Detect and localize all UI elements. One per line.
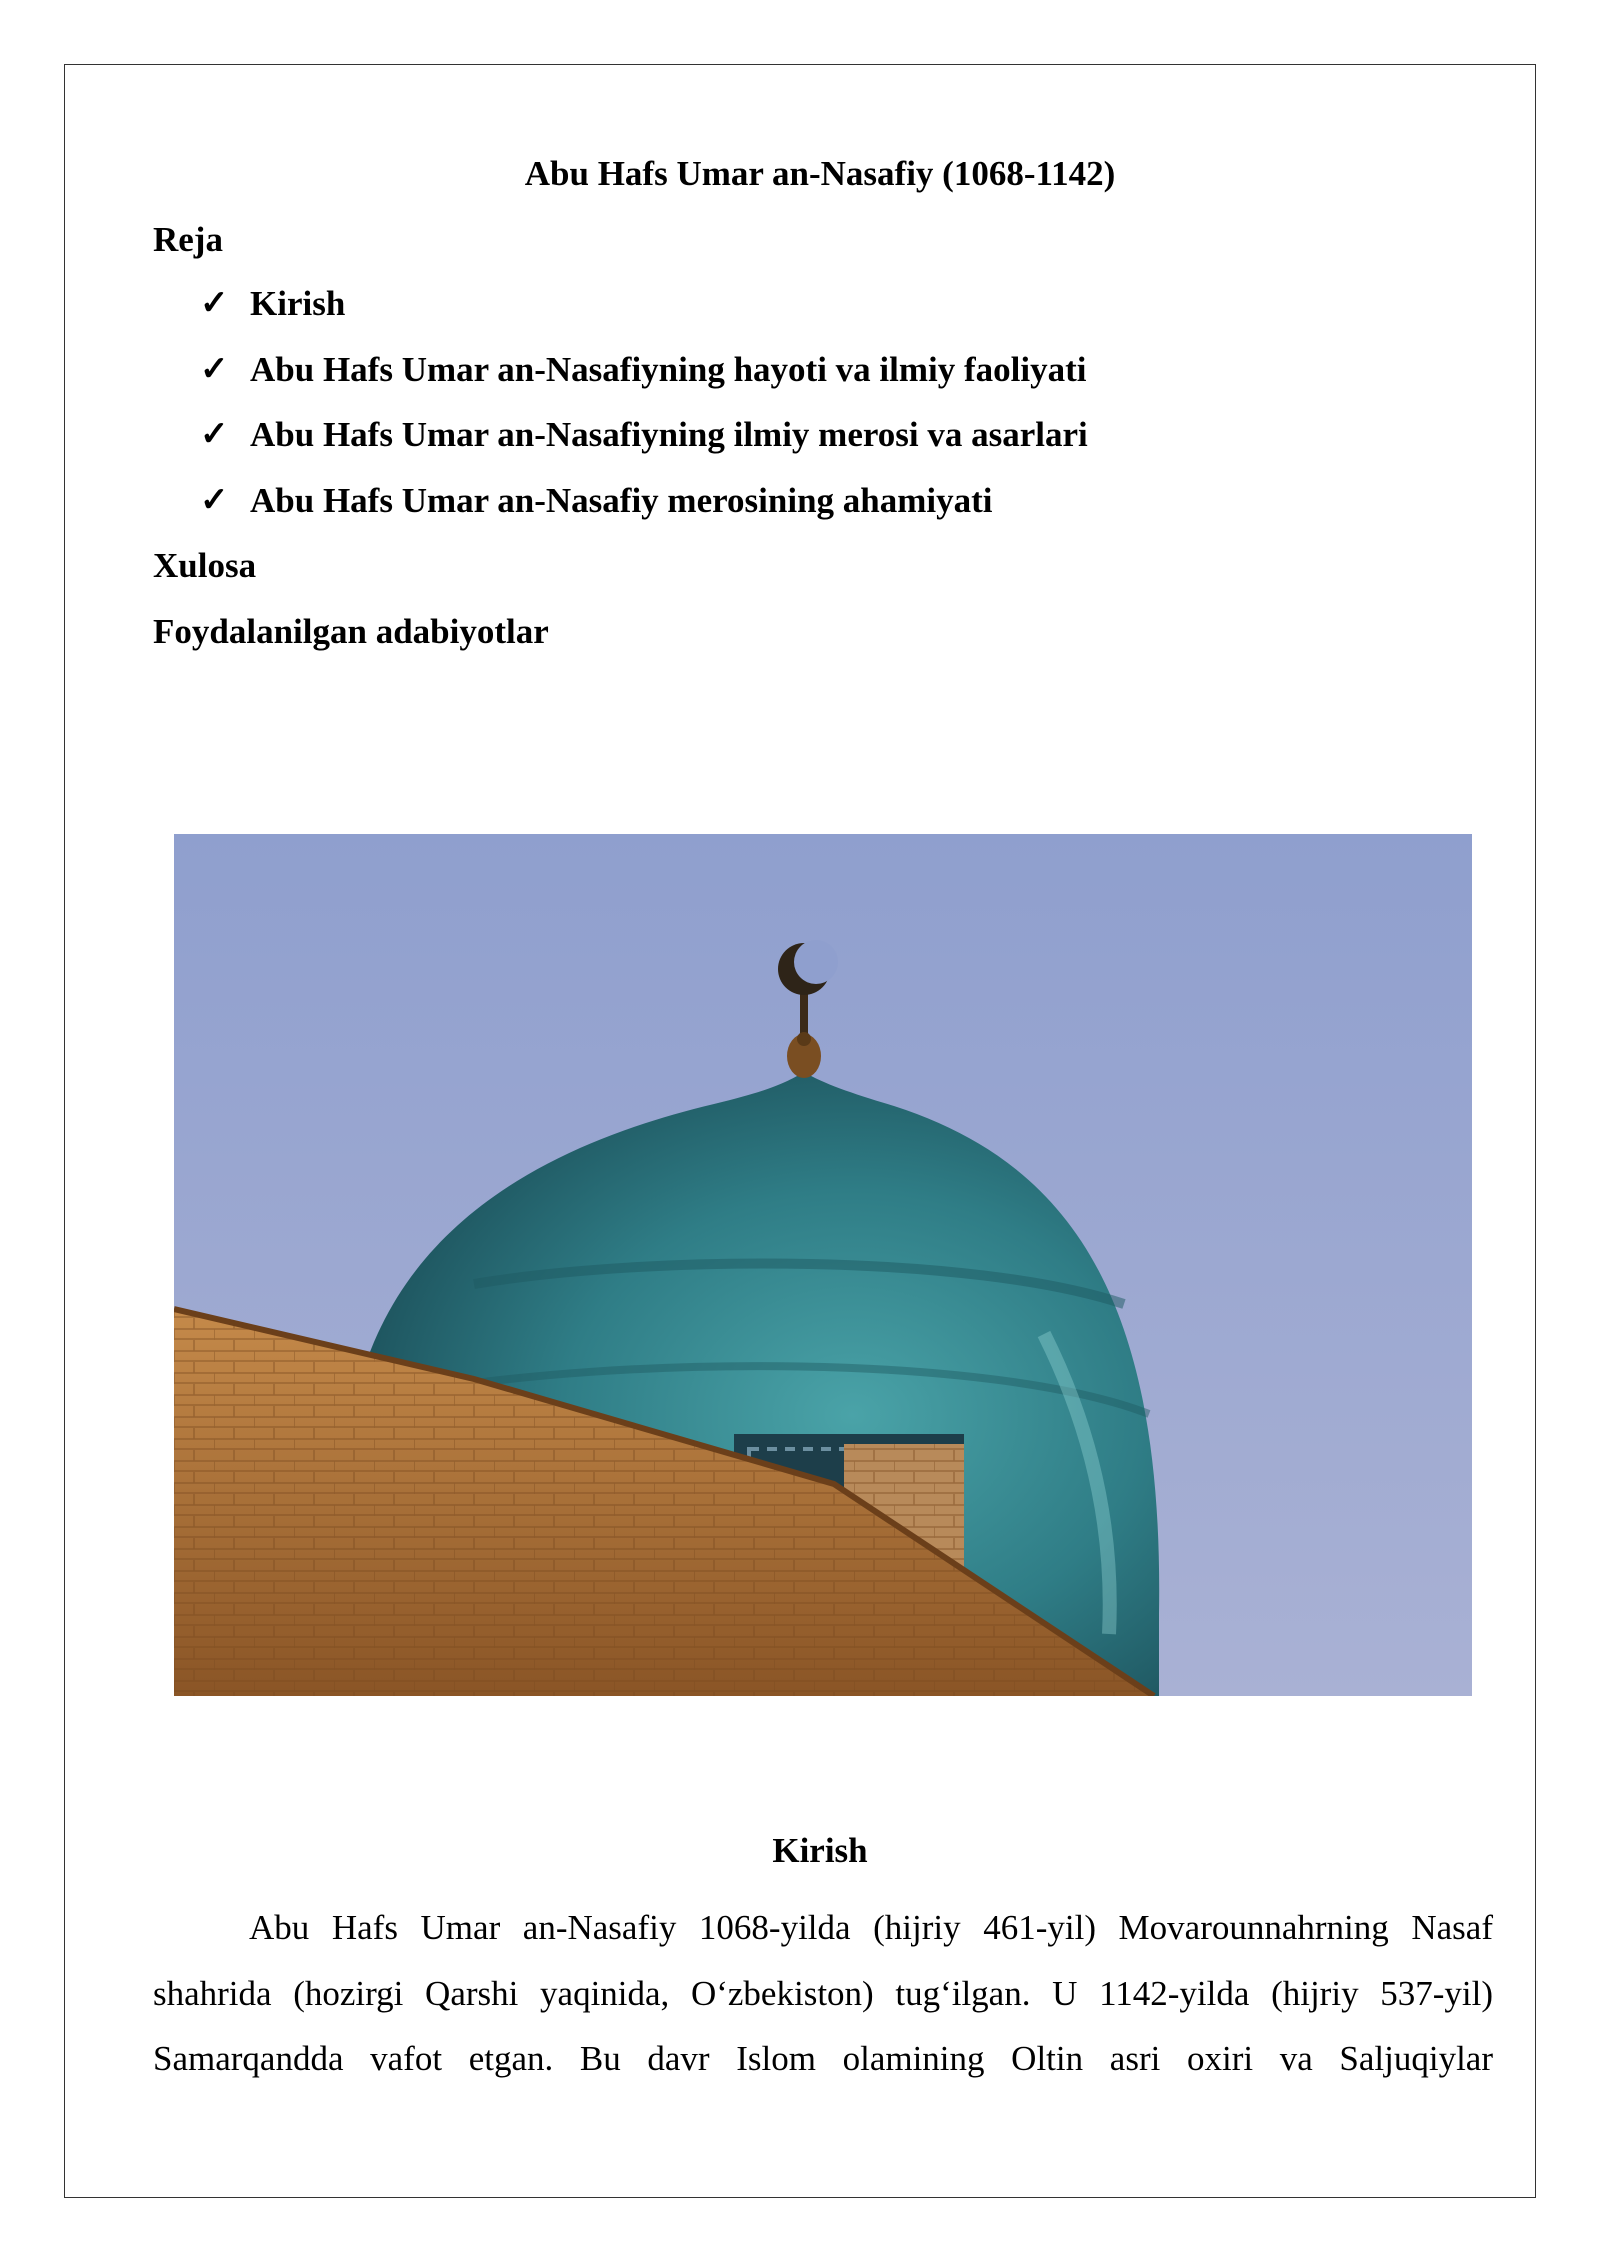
plan-item: [200, 282, 1088, 348]
plan-item: [200, 348, 1088, 414]
intro-paragraph: Abu Hafs Umar an-Nasafiy 1068-yilda (hijriy 461-yil) Movarounnahrning Nasaf shahrida (hozirgi Qarshi yaqinida, O‘zbekiston) tug‘ilgan. U 1142-yilda (hijriy 537-yil) Samarqandda vafot etgan. Bu davr Islom olamining Oltin asri oxiri va Saljuqiylar: [153, 1908, 1493, 2078]
references-heading: Foydalanilgan adabiyotlar: [153, 612, 549, 651]
document-title: Abu Hafs Umar an-Nasafiy (1068-1142): [524, 154, 1116, 193]
checkmark-icon: ✓: [200, 416, 229, 453]
conclusion-heading: Xulosa: [153, 546, 257, 585]
plan-item: [200, 413, 1088, 479]
checkmark-icon: ✓: [200, 285, 229, 322]
plan-heading: Reja: [153, 220, 223, 259]
dome-illustration: [174, 834, 1472, 1696]
section-title: Kirish: [772, 1831, 868, 1870]
plan-item-label: Abu Hafs Umar an-Nasafiyning ilmiy merosi va asarlari: [250, 415, 1088, 454]
plan-item-label: Kirish: [250, 284, 346, 323]
mosque-dome-photo: [174, 834, 1472, 1696]
checkmark-icon: ✓: [200, 350, 229, 388]
plan-item-label: Abu Hafs Umar an-Nasafiy merosining ahamiyati: [250, 480, 993, 520]
plan-item: [200, 479, 1088, 545]
checkmark-icon: ✓: [200, 481, 229, 519]
plan-list: [200, 282, 1088, 544]
plan-item-label: Abu Hafs Umar an-Nasafiyning hayoti va ilmiy faoliyati: [250, 349, 1087, 389]
